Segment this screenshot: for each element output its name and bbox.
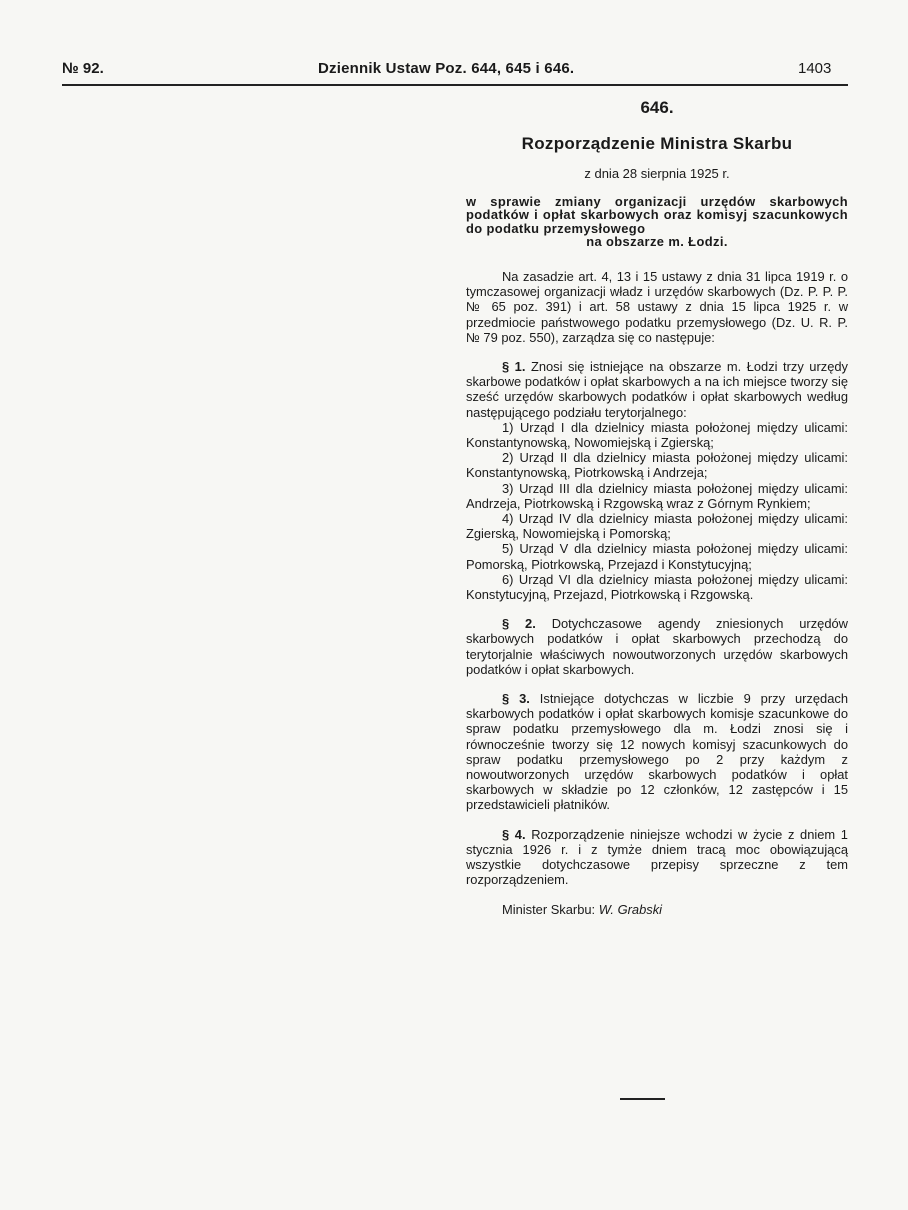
document-date: z dnia 28 sierpnia 1925 r. [584,166,730,182]
section-3-label: § 3. [502,691,530,707]
section-2-text: Dotychczasowe agendy zniesionych urzędów skarbowych podatków i opłat skarbowych przechodzą do terytorjalnie właściwych nowoutworzonych urzędów skarbowych podatków i opłat skarbowych. [466,616,848,677]
section-1-label: § 1. [502,359,526,374]
document-number: 646. [640,98,674,117]
journal-title: Dziennik Ustaw Poz. 644, 645 i 646. [318,60,575,77]
section-3 [466,691,848,813]
list-item: 1) Urząd I dla dzielnicy miasta położonej między ulicami: Konstantynowską, Nowomiejską i Zgierską; [466,419,848,451]
page-header [0,0,908,90]
list-item: 6) Urząd VI dla dzielnicy miasta położonej między ulicami: Konstytucyjną, Przejazd, Piotrkowską i Rzgowską. [466,571,848,603]
list-item: 3) Urząd III dla dzielnicy miasta położonej między ulicami: Andrzeja, Piotrkowską i Rzgowską wraz z Górnym Rynkiem; [466,480,848,511]
signature [466,902,848,917]
signature-name: W. Grabski [598,901,662,917]
signature-role: Minister Skarbu: [502,901,596,917]
document-subject: w sprawie zmiany organizacji urzędów skarbowych podatków i opłat skarbowych oraz komisyj szacunkowych do podatku przemysłowego [466,193,848,236]
list-item: 2) Urząd II dla dzielnicy miasta położonej między ulicami: Konstantynowską, Piotrkowską i Andrzeja; [466,450,848,481]
list-item: 4) Urząd IV dla dzielnicy miasta położonej między ulicami: Zgierską, Nowomiejską i Pomorską; [466,511,848,542]
document-subject-end: na obszarze m. Łodzi. [586,234,728,250]
section-2 [466,616,848,677]
document-title: Rozporządzenie Ministra Skarbu [521,134,793,154]
end-divider [620,1098,665,1100]
section-4-label: § 4. [502,826,526,842]
section-2-label: § 2. [502,616,536,632]
list-item: 5) Urząd V dla dzielnicy miasta położonej między ulicami: Pomorską, Piotrkowską, Przejazd i Konstytucyjną; [466,541,848,572]
section-4-text: Rozporządzenie niniejsze wchodzi w życie z dniem 1 stycznia 1926 r. i z tymże dniem tracą moc obowiązującą wszystkie dotychczasowe przepisy sprzeczne z tem rozporządzeniem. [466,826,848,888]
regulation-document [466,100,848,917]
header-divider [62,84,848,86]
section-1-text: Znosi się istniejące na obszarze m. Łodzi trzy urzędy skarbowe podatków i opłat skarbowych a na ich miejsce tworzy się sześć urzędów skarbowych podatków i opłat skarbowych według następującego podziału terytorjalnego: [466,359,848,420]
section-3-text: Istniejące dotychczas w liczbie 9 przy urzędach skarbowych podatków i opłat skarbowych komisje szacunkowe do spraw podatku przemysłowego dla m. Łodzi znosi się i równocześnie tworzy się 12 nowych komisyj szacunkowych do spraw podatku przemysłowego po 2 przy każdym z nowoutworzonych urzędów skarbowych podatków i opłat skarbowych w składzie po 12 członków, 12 zastępców i 15 przedstawicieli płatników. [466,691,848,813]
issue-number: № 92. [62,60,104,77]
page-number: 1403 [798,60,832,77]
section-4 [466,827,848,888]
section-1 [466,359,848,420]
preamble: Na zasadzie art. 4, 13 i 15 ustawy z dnia 31 lipca 1919 r. o tymczasowej organizacji władz i urzędów skarbowych (Dz. P. P. P. № 65 poz. 391) i art. 58 ustawy z dnia 15 lipca 1925 r. w przedmiocie państwowego podatku przemysłowego (Dz. U. R. P. № 79 poz. 550), zarządza się co następuje: [466,268,848,345]
